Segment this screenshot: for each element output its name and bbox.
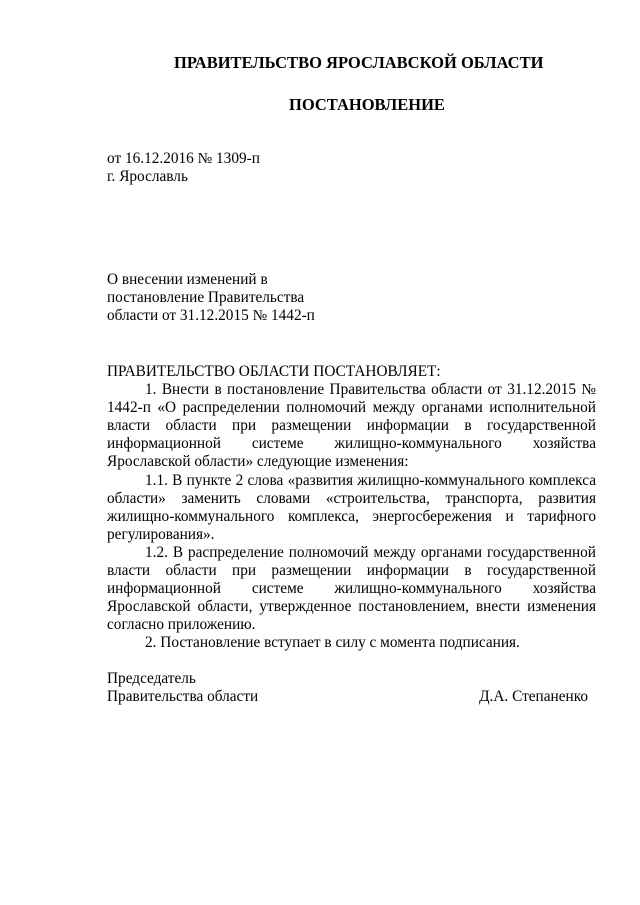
subject-line-3: области от 31.12.2015 № 1442-п xyxy=(107,307,315,324)
organization-title: ПРАВИТЕЛЬСТВО ЯРОСЛАВСКОЙ ОБЛАСТИ xyxy=(174,53,544,72)
document-meta xyxy=(107,150,260,186)
paragraph-1: 1. Внести в постановление Правительства области от 31.12.2015 № 1442-п «О распределении полномочий между органами исполнительной власти области при размещении информации в государственной информационной системе жилищно-коммунального хозяйства Ярославской области» следующие изменения: xyxy=(107,381,596,471)
date-number: от 16.12.2016 № 1309-п xyxy=(107,150,260,167)
resolution-intro: ПРАВИТЕЛЬСТВО ОБЛАСТИ ПОСТАНОВЛЯЕТ: xyxy=(107,363,441,380)
paragraph-1-2: 1.2. В распределение полномочий между органами государственной власти области при размещении информации в государственной информационной системе жилищно-коммунального хозяйства Ярославской области, утвержденное постановлением, внести изменения согласно приложению. xyxy=(107,543,596,634)
signature-block xyxy=(107,670,596,706)
signatory-position-line-1: Председатель xyxy=(107,670,196,687)
subject-line-2: постановление Правительства xyxy=(107,289,305,306)
document-body xyxy=(107,363,596,653)
city: г. Ярославль xyxy=(107,168,188,185)
signature-row xyxy=(107,688,596,706)
paragraph-1-1: 1.1. В пункте 2 слова «развития жилищно-коммунального комплекса области» заменить словами «строительства, транспорта, развития жилищно-коммунального комплекса, энергосбережения и тарифного регулирования». xyxy=(107,471,596,543)
paragraph-2: 2. Постановление вступает в силу с момента подписания. xyxy=(145,634,520,652)
document-type-title: ПОСТАНОВЛЕНИЕ xyxy=(289,95,445,114)
signatory-position-line-2: Правительства области xyxy=(107,688,259,705)
signatory-name: Д.А. Степаненко xyxy=(479,688,588,705)
subject-line-1: О внесении изменений в xyxy=(107,271,268,288)
document-subject xyxy=(107,271,315,325)
